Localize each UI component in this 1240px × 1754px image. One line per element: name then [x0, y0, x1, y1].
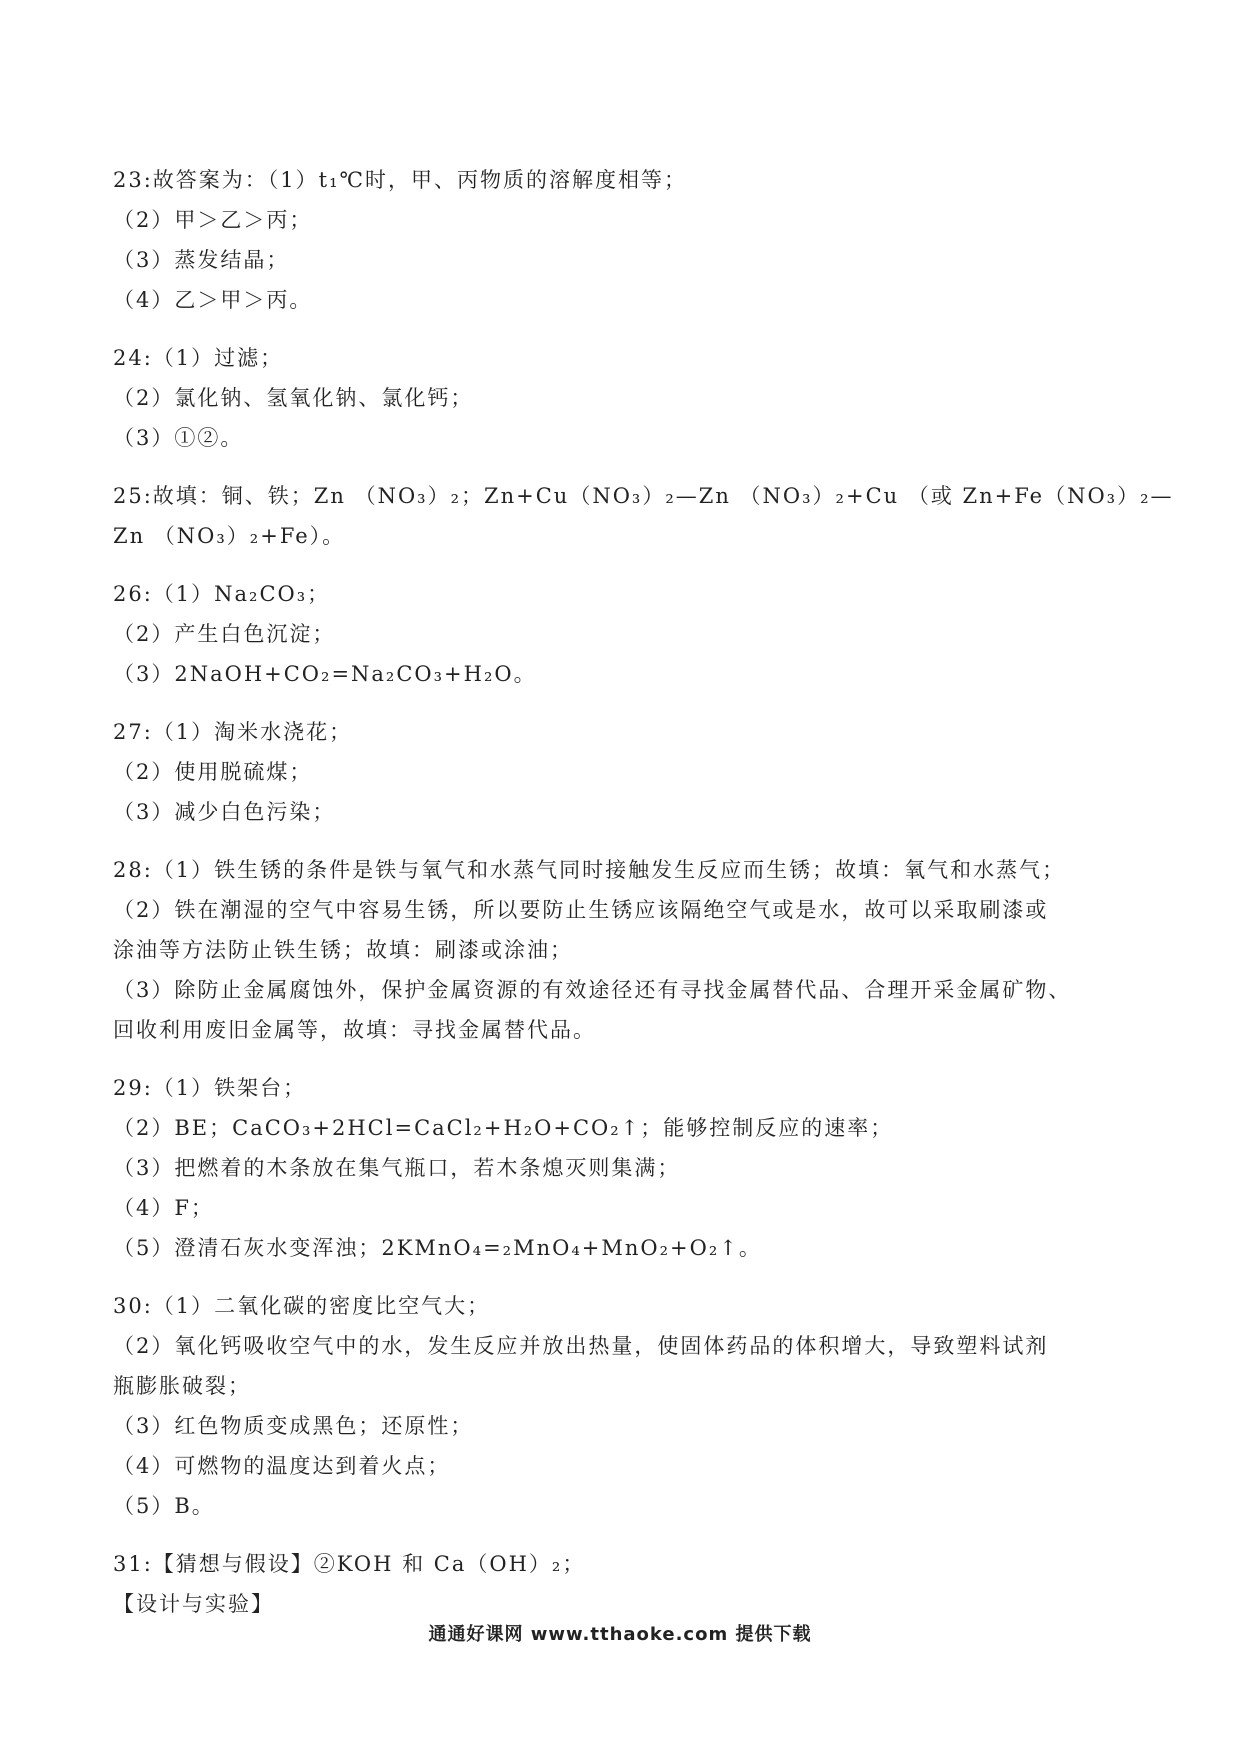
- answer-line: 瓶膨胀破裂；: [113, 1374, 251, 1398]
- answer-line: 28:（1）铁生锈的条件是铁与氧气和水蒸气同时接触发生反应而生锈；故填：氧气和水蒸气；: [113, 858, 1066, 882]
- answer-line: 【设计与实验】: [113, 1592, 274, 1616]
- answer-line: （2）氧化钙吸收空气中的水，发生反应并放出热量，使固体药品的体积增大，导致塑料试剂: [113, 1334, 1049, 1358]
- answer-line: （2）使用脱硫煤；: [113, 760, 313, 784]
- answer-block: [113, 850, 1133, 1050]
- answer-line: （3）①②。: [113, 426, 244, 450]
- answer-line: （3）红色物质变成黑色；还原性；: [113, 1414, 474, 1438]
- answer-block: [113, 1286, 1133, 1526]
- answer-block: [113, 160, 1133, 320]
- answer-line: （2）铁在潮湿的空气中容易生锈，所以要防止生锈应该隔绝空气或是水，故可以采取刷漆或: [113, 898, 1049, 922]
- answer-line: （5）澄清石灰水变浑浊；2KMnO₄=₂MnO₄+MnO₂+O₂↑。: [113, 1236, 762, 1260]
- answer-line: 回收利用废旧金属等，故填：寻找金属替代品。: [113, 1018, 596, 1042]
- answer-line: （3）除防止金属腐蚀外，保护金属资源的有效途径还有寻找金属替代品、合理开采金属矿物、: [113, 978, 1072, 1002]
- answer-line: （4）可燃物的温度达到着火点；: [113, 1454, 451, 1478]
- answer-line: 涂油等方法防止铁生锈；故填：刷漆或涂油；: [113, 938, 573, 962]
- answer-line: 25:故填：铜、铁；Zn （NO₃）₂；Zn+Cu（NO₃）₂—Zn （NO₃）₂+Cu （或 Zn+Fe（NO₃）₂—: [113, 484, 1174, 508]
- answer-line: 26:（1）Na₂CO₃；: [113, 582, 331, 606]
- answer-line: 31:【猜想与假设】②KOH 和 Ca（OH）₂；: [113, 1552, 586, 1576]
- answer-line: Zn （NO₃）₂+Fe）。: [113, 524, 346, 548]
- answer-line: （2）甲＞乙＞丙；: [113, 208, 313, 232]
- answer-block: [113, 574, 1133, 694]
- answer-line: （3）把燃着的木条放在集气瓶口，若木条熄灭则集满；: [113, 1156, 681, 1180]
- answer-line: （4）乙＞甲＞丙。: [113, 288, 313, 312]
- answer-block: [113, 1544, 1133, 1624]
- answer-line: （5）B。: [113, 1494, 215, 1518]
- answer-line: （2）产生白色沉淀；: [113, 622, 336, 646]
- answer-line: （2）氯化钠、氢氧化钠、氯化钙；: [113, 386, 474, 410]
- answer-line: 29:（1）铁架台；: [113, 1076, 307, 1100]
- answer-line: 30:（1）二氧化碳的密度比空气大；: [113, 1294, 491, 1318]
- page-footer: 通通好课网 www.tthaoke.com 提供下载: [428, 1624, 812, 1645]
- answer-block: [113, 338, 1133, 458]
- answer-line: （3）蒸发结晶；: [113, 248, 290, 272]
- answer-line: （2）BE；CaCO₃+2HCl=CaCl₂+H₂O+CO₂↑；能够控制反应的速率；: [113, 1116, 894, 1140]
- answer-block: [113, 712, 1133, 832]
- answer-line: 24:（1）过滤；: [113, 346, 284, 370]
- answer-block: [113, 476, 1174, 556]
- answer-line: 27:（1）淘米水浇花；: [113, 720, 353, 744]
- answer-line: （3）2NaOH+CO₂=Na₂CO₃+H₂O。: [113, 662, 537, 686]
- answer-line: （3）减少白色污染；: [113, 800, 336, 824]
- answer-line: （4）F；: [113, 1196, 214, 1220]
- answer-block: [113, 1068, 1133, 1268]
- answer-section: [113, 160, 1174, 1642]
- answer-line: 23:故答案为：（1）t₁℃时，甲、丙物质的溶解度相等；: [113, 168, 688, 192]
